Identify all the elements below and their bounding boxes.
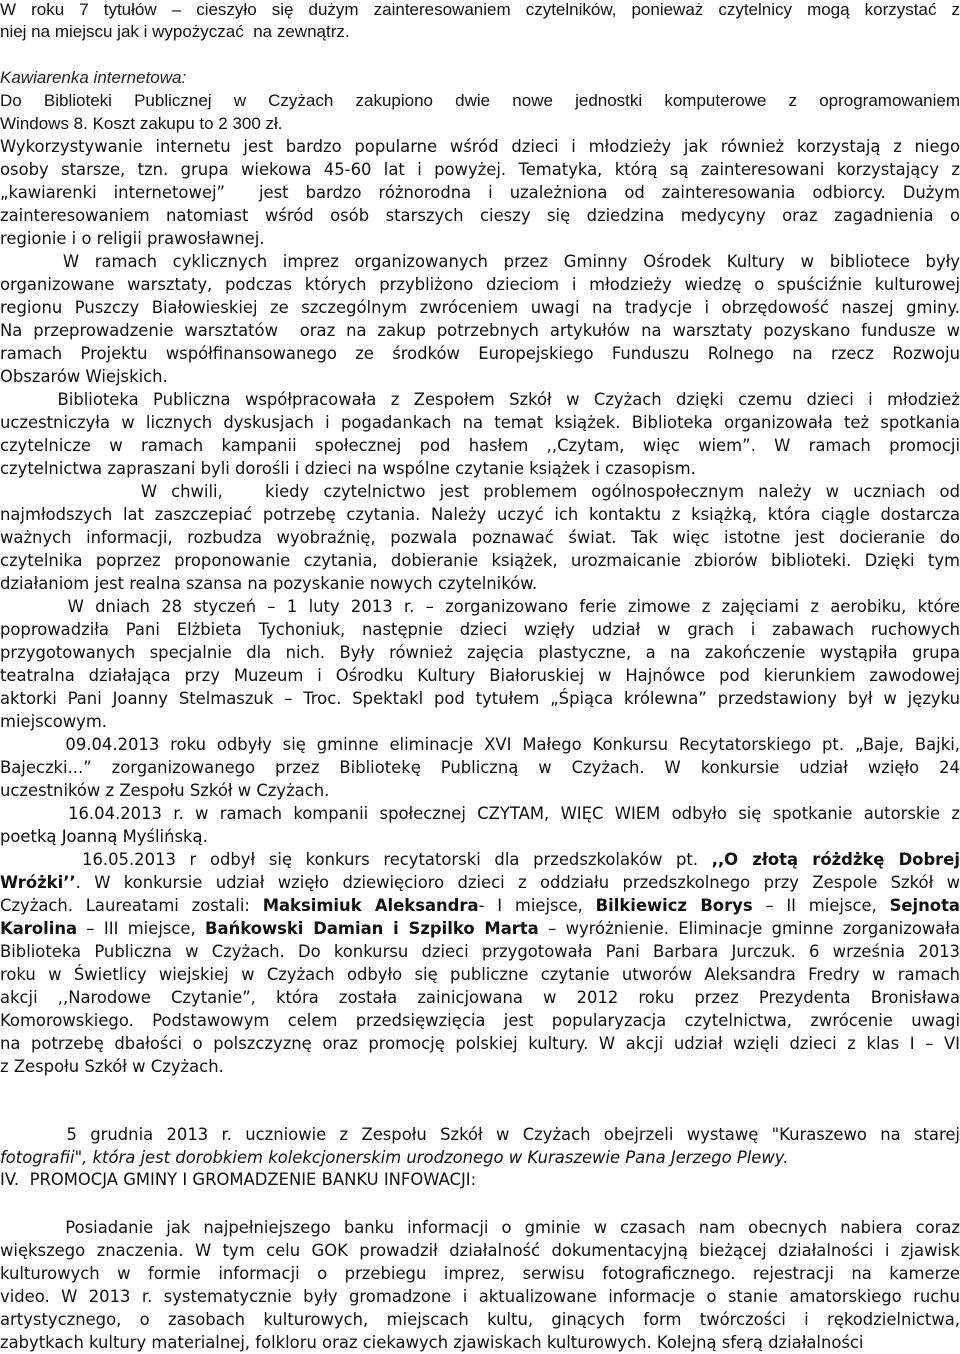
text-run: 16.05.2013 r odbył się konkurs recytatorski dla przedszkolaków pt. bbox=[0, 850, 712, 869]
text-line bbox=[0, 342, 960, 365]
text-run: zabytkach kultury materialnej, folkloru oraz ciekawych zjawiskach kulturowych. Kolejną sferą działalności bbox=[0, 1333, 864, 1352]
text-run: akcji ,,Narodowe Czytanie”, która została zainicjowana w 2012 roku przez Prezydenta Bronisława bbox=[0, 988, 960, 1007]
text-line bbox=[0, 411, 960, 434]
text-line bbox=[0, 0, 960, 21]
text-run: Komorowskiego. Podstawowym celem przedsięwzięcia jest popularyzacja czytelnictwa, zwrócenie uwagi bbox=[0, 1011, 960, 1030]
text-line bbox=[0, 963, 960, 986]
bold-text-run: ,,O złotą różdżkę Dobrej bbox=[711, 850, 960, 869]
text-line bbox=[0, 1009, 960, 1032]
text-run: Bajeczki...” zorganizowanego przez Bibliotekę Publiczną w Czyżach. W konkursie udział wzięło 24 bbox=[0, 758, 960, 777]
text-run: regionu Puszczy Białowieskiej ze szczególnym zwróceniem uwagi na tradycje i obrzędowość naszej gminy. bbox=[0, 298, 960, 317]
text-line bbox=[0, 802, 960, 825]
text-line bbox=[0, 1216, 960, 1239]
text-line bbox=[0, 940, 960, 963]
text-line bbox=[0, 1080, 960, 1103]
text-run: W roku 7 tytułów – cieszyło się dużym zainteresowaniem czytelników, ponieważ czytelnicy mogą korzystać z bbox=[0, 0, 960, 19]
text-run: IV. PROMOCJA GMINY I GROMADZENIE BANKU INFOWACJI: bbox=[0, 1170, 477, 1189]
text-line bbox=[0, 756, 960, 779]
text-line bbox=[0, 1285, 960, 1308]
text-line bbox=[0, 227, 960, 250]
text-run: regionie i o religii prawosławnej. bbox=[0, 229, 265, 248]
text-line bbox=[0, 112, 960, 135]
text-line bbox=[0, 1262, 960, 1285]
text-run: kulturowych w formie informacji o przebiegu imprez, serwisu fotograficznego. rejestracji na kamerze bbox=[0, 1264, 960, 1283]
bold-text-run: Karolina bbox=[0, 919, 78, 938]
bold-text-run: Maksimiuk Aleksandra bbox=[262, 896, 479, 915]
text-line bbox=[0, 457, 960, 480]
text-line bbox=[0, 618, 960, 641]
text-run: czytelnictwa zapraszani byli dorośli i dzieci na wspólne czytanie książek i czasopism. bbox=[0, 459, 696, 478]
text-run: uczestników z Zespołu Szkół w Czyżach. bbox=[0, 781, 330, 800]
text-line bbox=[0, 204, 960, 227]
text-run: na potrzebę dbałości o polszczyznę oraz promocję polskiej kultury. W akcji udział wzięli dzieci z klas I – VI bbox=[0, 1034, 960, 1053]
text-run: W chwili, kiedy czytelnictwo jest problemem ogólnospołecznym należy w uczniach od bbox=[0, 482, 960, 501]
text-run: – II miejsce, bbox=[752, 896, 890, 915]
text-run: Obszarów Wiejskich. bbox=[0, 367, 168, 386]
text-run: aktorki Pani Joanny Stelmaszuk – Troc. Spektakl pod tytułem „Śpiąca królewna” przedstawiony był w języku bbox=[0, 689, 960, 708]
text-run: Windows 8. Koszt zakupu to 2 300 zł. bbox=[0, 114, 283, 133]
text-run: ważnych informacji, rozbudza wyobraźnię, pozwala poznawać świat. Tak więc istotne jest docieranie do bbox=[0, 528, 960, 547]
text-run: Kawiarenka internetowa: bbox=[0, 68, 187, 87]
text-run: „kawiarenki internetowej” jest bardzo różnorodna i uzależniona od zainteresowania odbiorcy. Dużym bbox=[0, 183, 960, 202]
text-line bbox=[0, 503, 960, 526]
text-run: Biblioteka Publiczna w Czyżach. Do konkursu dzieci przygotowała Pani Barbara Jurczuk. 6 września 2013 bbox=[0, 942, 960, 961]
text-run: Wykorzystywanie internetu jest bardzo popularne wśród dzieci i młodzieży jak również korzystają z niego bbox=[0, 137, 960, 156]
text-line bbox=[0, 710, 960, 733]
text-line bbox=[0, 733, 960, 756]
text-run: Do Biblioteki Publicznej w Czyżach zakupiono dwie nowe jednostki komputerowe z oprogramowaniem bbox=[0, 91, 960, 110]
text-run: – III miejsce, bbox=[77, 919, 206, 938]
bold-text-run: Bańkowski Damian i Szpilko Marta bbox=[205, 919, 539, 938]
text-run: przygotowanych specjalnie dla nich. Były również zajęcia plastyczne, a na zakończenie wystąpiła grupa bbox=[0, 643, 960, 662]
text-line bbox=[0, 641, 960, 664]
text-line bbox=[0, 687, 960, 710]
text-line bbox=[0, 1055, 960, 1078]
text-line bbox=[0, 480, 960, 503]
text-run: – wyróżnienie. Eliminacje gminne zorganizowała bbox=[538, 919, 960, 938]
text-line bbox=[0, 181, 960, 204]
text-line bbox=[0, 1146, 960, 1169]
text-line bbox=[0, 296, 960, 319]
text-line bbox=[0, 986, 960, 1009]
text-run: czytelnika poprzez proponowanie czytania, dobieranie książek, urozmaicanie zbiorów biblioteki. Dzięki tym bbox=[0, 551, 960, 570]
text-run: artystycznego, o zasobach kulturowych, miejscach kultu, ginących form twórczości i rękodzielnictwa, bbox=[0, 1310, 960, 1329]
text-line bbox=[0, 273, 960, 296]
text-line bbox=[0, 825, 960, 848]
text-run: z Zespołu Szkół w Czyżach. bbox=[0, 1057, 224, 1076]
text-line bbox=[0, 89, 960, 112]
text-run: czytelnicze w ramach kampanii społecznej pod hasłem ,,Czytam, więc wiem”. W ramach promocji bbox=[0, 436, 960, 455]
text-line bbox=[0, 66, 960, 89]
text-line bbox=[0, 549, 960, 572]
text-run: Biblioteka Publiczna współpracowała z Zespołem Szkół w Czyżach dzięki czemu dzieci i młodzież bbox=[0, 390, 960, 409]
text-run: W dniach 28 styczeń – 1 luty 2013 r. – zorganizowano ferie zimowe z zajęciami z aerobiku, które bbox=[0, 597, 960, 616]
text-run: osoby starsze, tzn. grupa wiekowa 45-60 lat i powyżej. Tematyka, którą są zainteresowani korzystający z bbox=[0, 160, 960, 179]
text-line bbox=[0, 1331, 960, 1354]
text-line bbox=[0, 388, 960, 411]
text-run: 09.04.2013 roku odbyły się gminne eliminacje XVI Małego Konkursu Recytatorskiego pt. „Baje, Bajki, bbox=[0, 735, 960, 754]
text-run: roku w Świetlicy wiejskiej w Czyżach odbyło się publiczne czytanie utworów Aleksandra Fredry w ramach bbox=[0, 965, 960, 984]
text-line bbox=[0, 1032, 960, 1055]
text-run: miejscowym. bbox=[0, 712, 108, 731]
text-run: Posiadanie jak najpełniejszego banku informacji o gminie w czasach nam obecnych nabiera coraz bbox=[0, 1218, 960, 1237]
text-run: poetką Joanną Myślińską. bbox=[0, 827, 208, 846]
text-run: najmłodszych lat zaszczepiać potrzebę czytania. Należy uczyć ich kontaktu z książką, która ciągle dostarcza bbox=[0, 505, 960, 524]
text-run: ramach Projektu współfinansowanego ze środków Europejskiego Funduszu Rolnego na rzecz Rozwoju bbox=[0, 344, 960, 363]
text-line bbox=[0, 917, 960, 940]
text-run: teatralna działająca przy Muzeum i Ośrodku Kultury Białoruskiej w Hajnówce pod kierunkiem zawodowej bbox=[0, 666, 960, 685]
text-run: 16.04.2013 r. w ramach kompanii społecznej CZYTAM, WIĘC WIEM odbyło się spotkanie autorskie z bbox=[0, 804, 960, 823]
text-line bbox=[0, 44, 960, 67]
text-line bbox=[0, 158, 960, 181]
text-run: W ramach cyklicznych imprez organizowanych przez Gminny Ośrodek Kultury w bibliotece były bbox=[0, 252, 960, 271]
text-line bbox=[0, 779, 960, 802]
text-line bbox=[0, 1193, 960, 1216]
text-line bbox=[0, 664, 960, 687]
text-run: 5 grudnia 2013 r. uczniowie z Zespołu Szkół w Czyżach obejrzeli wystawę "Kuraszewo na starej bbox=[0, 1125, 960, 1144]
text-run: zainteresowaniem natomiast wśród osób starszych cieszy się dziedzina medycyny oraz zagadnienia o bbox=[0, 206, 960, 225]
bold-text-run: Wróżki’’ bbox=[0, 873, 76, 892]
text-line bbox=[0, 1123, 960, 1146]
text-line bbox=[0, 319, 960, 342]
text-line bbox=[0, 894, 960, 917]
text-run: Czyżach. Laureatami zostali: bbox=[0, 896, 263, 915]
text-run: organizowane warsztaty, podczas których przybliżono dzieciom i młodzieży wiedzę o spuściźnie kulturowej bbox=[0, 275, 960, 294]
text-line bbox=[0, 20, 960, 43]
text-run: - I miejsce, bbox=[478, 896, 596, 915]
text-run: . W konkursie udział wzięło dziewięcioro dzieci z oddziału przedszkolnego przy Zespole Szkół w bbox=[75, 873, 960, 892]
text-run: większego znaczenia. W tym celu GOK prowadził działalność dokumentacyjną bieżącej działalności i zjawisk bbox=[0, 1241, 960, 1260]
text-line bbox=[0, 365, 960, 388]
text-run: Na przeprowadzenie warsztatów oraz na zakup potrzebnych artykułów na warsztaty pozyskano fundusze w bbox=[0, 321, 960, 340]
text-run: fotografii", która jest dorobkiem kolekcjonerskim urodzonego w Kuraszewie Pana Jerzego Plewy. bbox=[0, 1148, 789, 1167]
text-line bbox=[0, 1168, 960, 1191]
text-line bbox=[0, 434, 960, 457]
bold-text-run: Bilkiewicz Borys bbox=[595, 896, 753, 915]
text-run: uczestniczyła w licznych dyskusjach i pogadankach na temat książek. Biblioteka organizowała też spotkania bbox=[0, 413, 960, 432]
text-line bbox=[0, 135, 960, 158]
text-run: niej na miejscu jak i wypożyczać na zewnątrz. bbox=[0, 22, 350, 41]
bold-text-run: Sejnota bbox=[889, 896, 960, 915]
text-line bbox=[0, 595, 960, 618]
text-line bbox=[0, 848, 960, 871]
text-line bbox=[0, 1308, 960, 1331]
text-line bbox=[0, 1239, 960, 1262]
text-run: video. W 2013 r. systematycznie były gromadzone i aktualizowane informacje o stanie amatorskiego ruchu bbox=[0, 1287, 960, 1306]
text-line bbox=[0, 871, 960, 894]
text-line bbox=[0, 526, 960, 549]
text-run: działaniom jest realna szansa na pozyskanie nowych czytelników. bbox=[0, 574, 538, 593]
text-run: poprowadziła Pani Elżbieta Tychoniuk, następnie dzieci wzięły udział w grach i zabawach ruchowych bbox=[0, 620, 960, 639]
text-line bbox=[0, 250, 960, 273]
text-line bbox=[0, 572, 960, 595]
